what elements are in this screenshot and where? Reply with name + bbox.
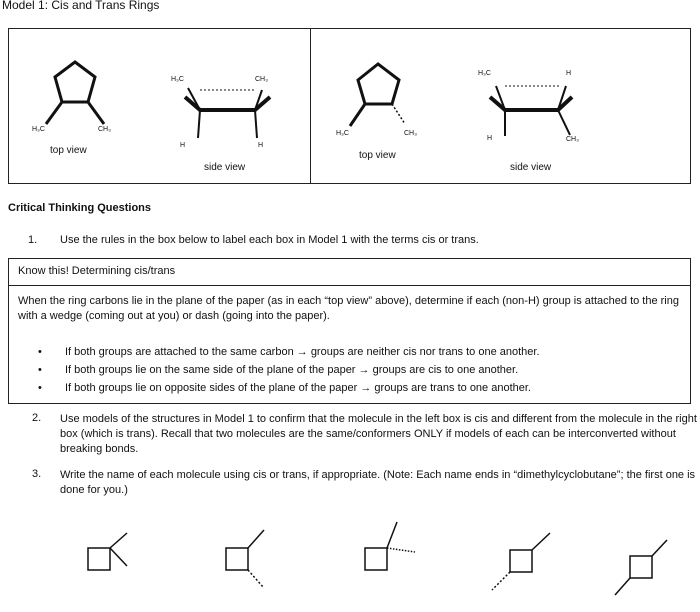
- model-divider: [310, 28, 311, 184]
- left-top-view-caption: top view: [50, 145, 87, 156]
- right-side-h3c: H₃C: [478, 70, 491, 77]
- question-3-number: 3.: [32, 468, 42, 480]
- question-2-number: 2.: [32, 412, 42, 424]
- right-side-h-bottom: H: [487, 135, 493, 142]
- left-top-h3c: H₃C: [32, 126, 45, 133]
- right-side-view-caption: side view: [510, 162, 552, 173]
- rule-bullet-2: If both groups lie on the same side of the plane of the paper → groups are cis to one another.: [65, 364, 519, 376]
- question-3-text: Write the name of each molecule using cis or trans, if appropriate. (Note: Each name ends in “dimethylcyclobutane”; the first one is done for you.): [60, 469, 696, 496]
- right-top-h3c: H₃C: [336, 130, 349, 137]
- know-this-divider: [8, 285, 691, 286]
- left-side-h3c: H₃C: [171, 76, 184, 83]
- know-this-title: Know this! Determining cis/trans: [18, 265, 176, 277]
- left-side-h-left: H: [180, 142, 186, 149]
- left-side-view-caption: side view: [204, 162, 246, 173]
- critical-thinking-heading: Critical Thinking Questions: [8, 202, 152, 214]
- page-title: Model 1: Cis and Trans Rings: [2, 0, 160, 12]
- right-top-view-caption: top view: [359, 150, 396, 161]
- question-1-number: 1.: [28, 234, 38, 246]
- bullet-marker: •: [38, 346, 42, 358]
- bullet-marker: •: [38, 364, 42, 376]
- right-top-ch3: CH₃: [404, 130, 417, 137]
- right-side-h-top: H: [566, 70, 572, 77]
- left-side-ch3: CH₃: [255, 76, 268, 83]
- left-top-ch3: CH₃: [98, 126, 111, 133]
- bullet-marker: •: [38, 382, 42, 394]
- left-side-h-right: H: [258, 142, 264, 149]
- model-box: [8, 28, 691, 184]
- question-1-text: Use the rules in the box below to label each box in Model 1 with the terms cis or trans.: [60, 234, 479, 246]
- rule-bullet-3: If both groups lie on opposite sides of the plane of the paper → groups are trans to one another.: [65, 382, 531, 394]
- rule-bullet-1: If both groups are attached to the same carbon → groups are neither cis nor trans to one another.: [65, 346, 540, 358]
- know-this-paragraph: When the ring carbons lie in the plane of the paper (as in each “top view” above), determine if each (non-H) group is attached to the ring with a wedge (coming out at you) or dash (going into the paper).: [18, 295, 679, 322]
- question-2-text: Use models of the structures in Model 1 to confirm that the molecule in the left box is cis and different from the molecule in the right box (which is trans). Recall that two molecules are the same/conformers ONLY if models of each can be interconverted without breaking bonds.: [60, 413, 697, 455]
- right-side-ch3: CH₃: [566, 136, 579, 143]
